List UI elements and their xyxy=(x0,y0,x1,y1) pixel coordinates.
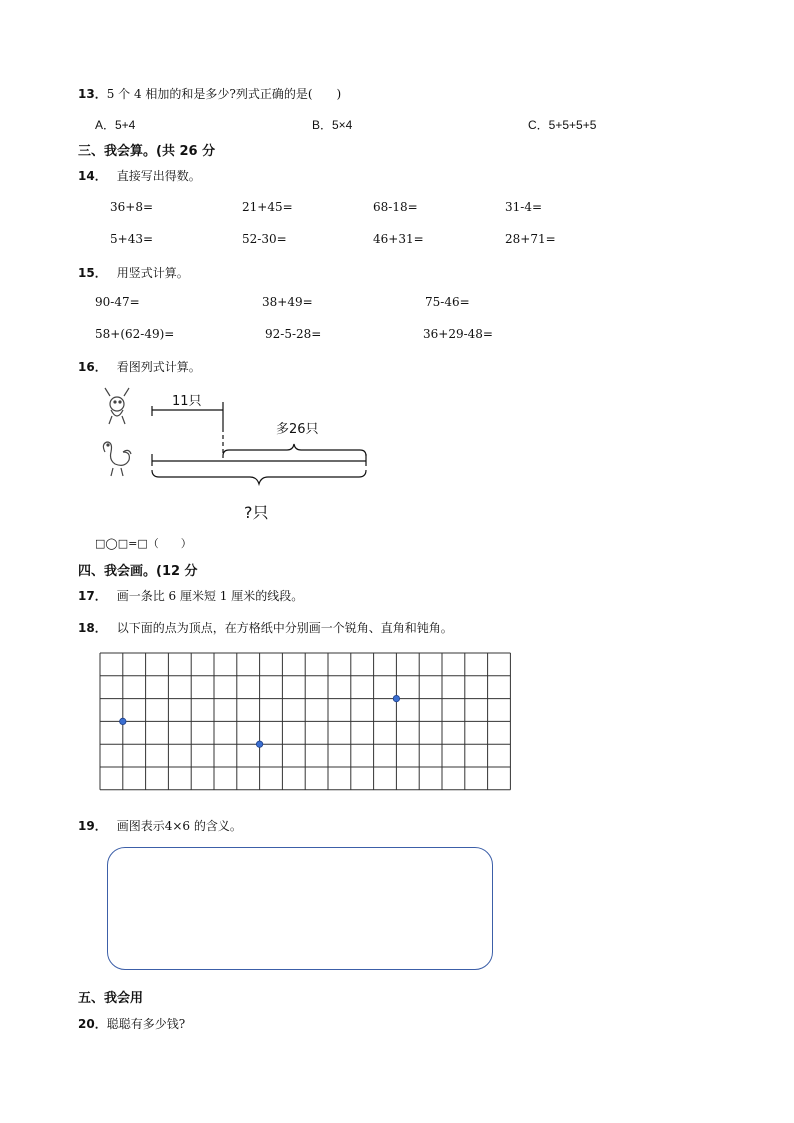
q13-text: 5 个 4 相加的和是多少?列式正确的是( ) xyxy=(106,87,342,101)
q13-option-a: A．5+4 xyxy=(95,118,136,132)
q14-item: 68-18= xyxy=(373,200,418,214)
q15-item: 38+49= xyxy=(262,295,313,309)
total-brace xyxy=(152,470,366,484)
q14-item: 31-4= xyxy=(505,200,543,214)
q19 xyxy=(78,817,242,834)
q19-text: 画图表示4×6 的含义。 xyxy=(116,819,242,833)
q15 xyxy=(78,264,189,281)
q15-item: 75-46= xyxy=(425,295,470,309)
q14-item: 28+71= xyxy=(505,232,556,246)
goose-icon xyxy=(103,442,131,476)
q17 xyxy=(78,587,303,604)
label-total-unknown: ?只 xyxy=(244,503,269,522)
q13-option-c: C．5+5+5+5 xyxy=(528,118,597,132)
q15-text: 用竖式计算。 xyxy=(116,266,189,280)
q20 xyxy=(78,1015,185,1032)
q14-text: 直接写出得数。 xyxy=(116,169,201,183)
q13-number: 13． xyxy=(78,87,107,101)
q18-number: 18． xyxy=(78,621,107,635)
q18 xyxy=(78,619,453,636)
q14-item: 46+31= xyxy=(373,232,424,246)
section-5-title: 五、我会用 xyxy=(78,991,144,1006)
q20-text: 聪聪有多少钱? xyxy=(106,1017,186,1031)
q14-item: 21+45= xyxy=(242,200,293,214)
q16-text: 看图列式计算。 xyxy=(116,360,201,374)
label-11: 11只 xyxy=(172,394,202,409)
q15-item: 58+(62-49)= xyxy=(95,327,175,341)
q14-number: 14． xyxy=(78,169,107,183)
vertex-dot[interactable] xyxy=(256,741,262,747)
q17-number: 17． xyxy=(78,589,107,603)
q16 xyxy=(78,358,201,375)
q13 xyxy=(78,85,341,102)
q15-number: 15． xyxy=(78,266,107,280)
q13-option-b: B．5×4 xyxy=(312,118,353,132)
q14-item: 5+43= xyxy=(110,232,154,246)
vertex-dot[interactable] xyxy=(393,695,399,701)
q15-item: 92-5-28= xyxy=(265,327,322,341)
q17-text: 画一条比 6 厘米短 1 厘米的线段。 xyxy=(116,589,304,603)
q14-item: 36+8= xyxy=(110,200,154,214)
monkey-icon xyxy=(105,388,129,424)
q16-diagram xyxy=(95,382,385,527)
section-4-title: 四、我会画。(12 分 xyxy=(78,564,198,579)
q20-number: 20． xyxy=(78,1017,107,1031)
vertex-dot[interactable] xyxy=(120,718,126,724)
more-brace xyxy=(223,444,366,456)
drawing-answer-box[interactable] xyxy=(107,847,493,970)
q15-item: 90-47= xyxy=(95,295,140,309)
q14-item: 52-30= xyxy=(242,232,287,246)
q15-item: 36+29-48= xyxy=(423,327,493,341)
label-more-26: 多26只 xyxy=(276,422,319,437)
q19-number: 19． xyxy=(78,819,107,833)
q16-answer-line: □◯□=□（ ） xyxy=(95,537,192,550)
q14 xyxy=(78,167,201,184)
q16-number: 16． xyxy=(78,360,107,374)
q18-text: 以下面的点为顶点，在方格纸中分别画一个锐角、直角和钝角。 xyxy=(116,621,453,635)
section-3-title: 三、我会算。(共 26 分 xyxy=(78,144,216,159)
square-grid-paper[interactable] xyxy=(99,652,515,794)
